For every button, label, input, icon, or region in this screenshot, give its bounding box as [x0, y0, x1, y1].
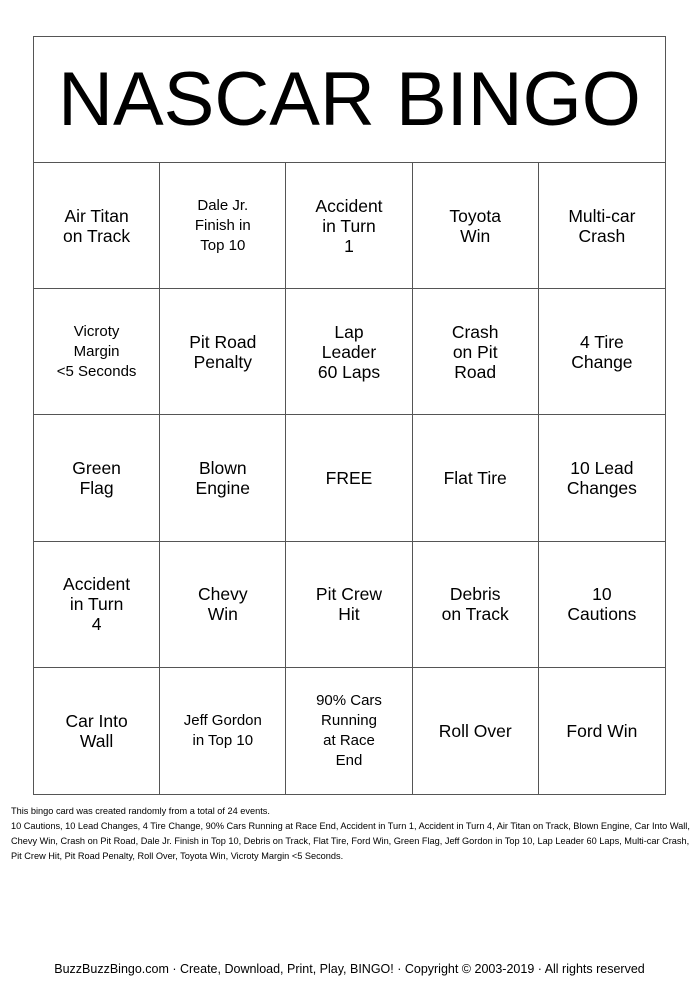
bingo-cell [413, 163, 539, 289]
bingo-cell [34, 542, 160, 668]
bingo-cell [286, 668, 412, 794]
bingo-cell-text: FREE [325, 467, 373, 488]
bingo-cell-text: Lap Leader 60 Laps [317, 321, 381, 382]
bingo-cell-text: 4 Tire Change [571, 331, 633, 372]
bingo-cell [413, 668, 539, 794]
bingo-cell [34, 163, 160, 289]
bingo-cell-text: Roll Over [438, 720, 512, 741]
info-summary: This bingo card was created randomly from a total of 24 events. [11, 806, 270, 816]
bingo-cell-text: 10 Lead Changes [566, 457, 637, 498]
bingo-cell [413, 289, 539, 415]
bingo-cell-text: Multi-car Crash [568, 205, 636, 246]
bingo-card [33, 36, 666, 795]
bingo-cell-text: Crash on Pit Road [451, 321, 499, 382]
bingo-cell-text: Chevy Win [197, 584, 248, 625]
bingo-cell [160, 289, 286, 415]
bingo-cell-text: Debris on Track [441, 584, 509, 625]
bingo-cell-text: Toyota Win [449, 205, 501, 246]
bingo-cell [160, 668, 286, 794]
bingo-cell [286, 163, 412, 289]
bingo-cell [539, 415, 665, 541]
bingo-cell [539, 668, 665, 794]
bingo-cell [160, 542, 286, 668]
bingo-cell [286, 542, 412, 668]
bingo-cell-text: Vicroty Margin <5 Seconds [56, 322, 137, 380]
bingo-cell-text: Green Flag [72, 457, 121, 498]
bingo-cell [413, 542, 539, 668]
bingo-cell-text: Pit Crew Hit [315, 584, 383, 625]
bingo-cell [34, 415, 160, 541]
title-row [34, 37, 665, 163]
bingo-cell-text: Blown Engine [195, 457, 251, 498]
bingo-cell-text: Accident in Turn 4 [63, 574, 131, 635]
bingo-cell [160, 415, 286, 541]
bingo-cell [539, 542, 665, 668]
bingo-cell-text: Flat Tire [443, 467, 507, 488]
bingo-cell [286, 415, 412, 541]
bingo-cell [413, 415, 539, 541]
bingo-cell-text: Car Into Wall [65, 710, 128, 751]
bingo-grid [34, 163, 665, 794]
footer-copyright: BuzzBuzzBingo.com · Create, Download, Print, Play, BINGO! · Copyright © 2003-2019 · All rights reserved [54, 962, 645, 976]
bingo-cell-text: Pit Road Penalty [189, 331, 257, 372]
bingo-cell-text: Dale Jr. Finish in Top 10 [194, 196, 251, 254]
bingo-cell-text: Ford Win [566, 720, 638, 741]
info-event-list: 10 Cautions, 10 Lead Changes, 4 Tire Change, 90% Cars Running at Race End, Accident in Turn 1, Accident in Turn 4, Air Titan on Track, Blown Engine, Car Into Wall, Chevy Win, Crash on Pit Road, Dale Jr. Finish in Top 10, Debris on Track, Flat Tire, Ford Win, Green Flag, Jeff Gordon in Top 10, Lap Leader 60 Laps, Multi-car Crash, Pit Crew Hit, Pit Road Penalty, Roll Over, Toyota Win, Vicroty Margin <5 Seconds. [11, 821, 690, 861]
bingo-cell-text: Air Titan on Track [63, 205, 131, 246]
card-info [11, 804, 691, 864]
bingo-cell-text: Accident in Turn 1 [315, 195, 383, 256]
bingo-cell-text: Jeff Gordon in Top 10 [183, 711, 262, 749]
bingo-cell-text: 10 Cautions [567, 584, 637, 625]
bingo-cell-text: 90% Cars Running at Race End [316, 691, 382, 769]
bingo-cell [34, 668, 160, 794]
card-title: NASCAR BINGO [58, 56, 641, 142]
bingo-cell [539, 163, 665, 289]
bingo-cell [34, 289, 160, 415]
bingo-cell [286, 289, 412, 415]
bingo-cell [160, 163, 286, 289]
bingo-cell [539, 289, 665, 415]
